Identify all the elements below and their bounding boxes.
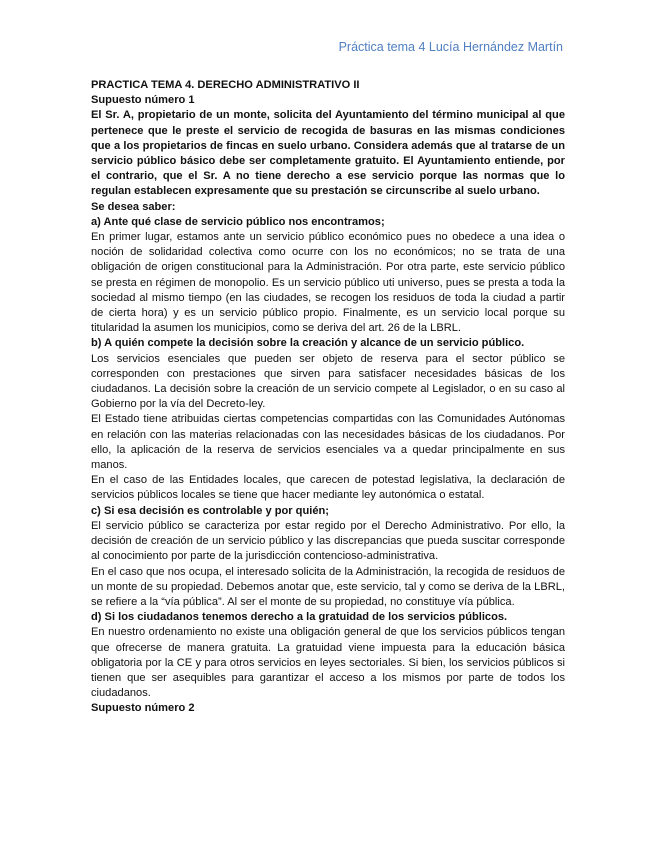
answer-c-paragraph-2: En el caso que nos ocupa, el interesado solicita de la Administración, la recogida de residuos de un monte de su propiedad. Debemos anotar que, este servicio, tal y como se deriva de la LBRL, se refiere a la “vía pública”. Al ser el monte de su propiedad, no constituye vía pública. [91, 565, 565, 608]
answer-b-paragraph-1: Los servicios esenciales que pueden ser objeto de reserva para el sector público se corresponden con prestaciones que sirven para satisfacer necesidades básicas de los ciudadanos. La decisión sobre la creación de un servicio compete al Legislador, o en su caso al Gobierno por la vía del Decreto-ley. [91, 352, 565, 411]
answer-c-paragraph-1: El servicio público se caracteriza por estar regido por el Derecho Administrativo. Por ello, la decisión de creación de un servicio público y las discrepancias que pueda suscitar corresponde al conocimiento por parte de la jurisdicción contencioso-administrativa. [91, 519, 565, 563]
question-c: c) Si esa decisión es controlable y por quién; [91, 504, 329, 517]
question-a: a) Ante qué clase de servicio público nos encontramos; [91, 215, 385, 228]
question-d: d) Si los ciudadanos tenemos derecho a la gratuidad de los servicios públicos. [91, 611, 508, 624]
running-header: Práctica tema 4 Lucía Hernández Martín [338, 40, 563, 54]
case1-statement: El Sr. A, propietario de un monte, solicita del Ayuntamiento del término municipal al que pertenece que le preste el servicio de recogida de basuras en las mismas condiciones que a los propietarios de fincas en suelo urbano. Considera además que al tratarse de un servicio público básico debe ser completamente gratuito. El Ayuntamiento entiende, por el contrario, que el Sr. A no tiene derecho a ese servicio porque las normas que lo regulan establecen expresamente que su prestación se circunscribe al suelo urbano. [91, 109, 565, 198]
answer-b-paragraph-2: El Estado tiene atribuidas ciertas competencias compartidas con las Comunidades Autónomas en relación con las materias relacionadas con las necesidades básicas de los ciudadanos. Por ello, la aplicación de la reserva de servicios esenciales va a quedar principalmente en sus manos. [91, 413, 565, 472]
answer-d: En nuestro ordenamiento no existe una obligación general de que los servicios públicos tengan que ofrecerse de manera gratuita. La gratuidad viene impuesta para la educación básica obligatoria por la CE y para otros servicios en leyes sectoriales. Si bien, los servicios públicos si tienen que ser asequibles para garantizar el acceso a los mismos por parte de todos los ciudadanos. [91, 626, 565, 700]
answer-a: En primer lugar, estamos ante un servicio público económico pues no obedece a una idea o noción de solidaridad colectiva como ocurre con los no económicos; no se trata de una obligación de origen constitucional para la Administración. Por otra parte, este servicio público se presta en régimen de monopolio. Es un servicio público uti universo, pues se presta a toda la sociedad al mismo tiempo (en las ciudades, se recogen los residuos de toda la ciudad a partir de cierta hora) y es un servicio público propio. Finalmente, es un servicio local porque su titularidad la asumen los municipios, como se deriva del art. 26 de la LBRL. [91, 231, 565, 335]
document-title: PRACTICA TEMA 4. DERECHO ADMINISTRATIVO II [91, 79, 360, 91]
question-b: b) A quién compete la decisión sobre la creación y alcance de un servicio público. [91, 337, 525, 350]
document-body [91, 78, 565, 717]
answer-b-paragraph-3: En el caso de las Entidades locales, que carecen de potestad legislativa, la declaración de servicios públicos locales se tiene que hacer mediante ley autonómica o estatal. [91, 474, 565, 502]
ask-label: Se desea saber: [91, 200, 176, 213]
case1-heading: Supuesto número 1 [91, 94, 195, 107]
case2-heading: Supuesto número 2 [91, 702, 195, 715]
